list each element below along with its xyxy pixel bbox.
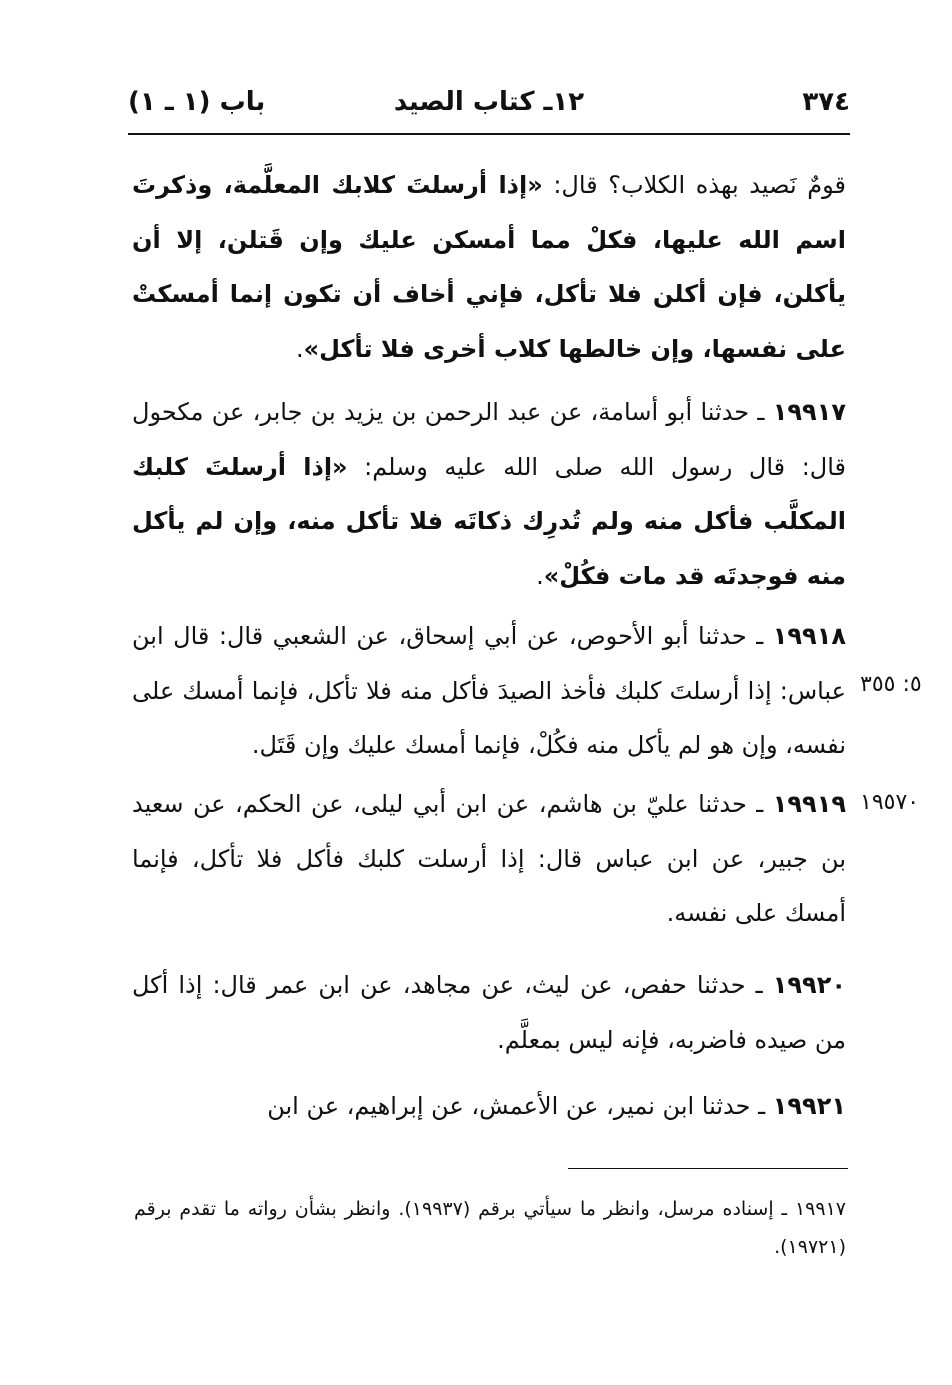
paragraph-lead: ـ حدثنا ابن نمير، عن الأعمش، عن إبراهيم، عن ابن — [267, 1092, 773, 1120]
hadith-number: ١٩٩٢٠ — [772, 971, 846, 999]
hadith-19920 — [132, 958, 846, 1067]
paragraph-tail: . — [536, 561, 544, 590]
chapter-label: باب (١ ـ ١) — [128, 87, 266, 117]
paragraph-lead: قومٌ نَصيد بهذه الكلاب؟ قال: — [542, 171, 846, 199]
hadith-19919 — [132, 777, 846, 941]
page-number: ٣٧٤ — [802, 87, 850, 117]
hadith-number: ١٩٩١٨ — [772, 622, 846, 650]
book-title: ١٢ـ كتاب الصيد — [393, 87, 585, 117]
page-header — [128, 82, 850, 122]
hadith-19921 — [132, 1079, 846, 1134]
hadith-number: ١٩٩١٧ — [772, 398, 846, 426]
paragraph-lead: ـ حدثنا أبو الأحوص، عن أبي إسحاق، عن الشعبي قال: قال ابن عباس: إذا أرسلتَ كلبك فأخذ الصيدَ فأكل منه فلا تأكل، فإنما أمسك على نفسه، وإن هو لم يأكل منه فكُلْ، فإنما أمسك عليك وإن قَتَل. — [132, 622, 846, 759]
paragraph-quote: «إذا أرسلتَ كلبك المكلَّب فأكل منه ولم تُدرِك ذكاتَه فلا تأكل منه، وإن لم يأكل منه فوجدتَه قد مات فكُلْ» — [132, 452, 846, 590]
paragraph-lead: ـ حدثنا عليّ بن هاشم، عن ابن أبي ليلى، عن الحكم، عن سعيد بن جبير، عن ابن عباس قال: إذا أرسلت كلبك فأكل فلا تأكل، فإنما أمسك على نفسه. — [132, 790, 846, 927]
paragraph-lead: ـ حدثنا أبو أسامة، عن عبد الرحمن بن يزيد بن جابر، عن مكحول قال: قال رسول الله صلى الله عليه وسلم: — [132, 398, 847, 481]
paragraph-tail: . — [295, 334, 304, 363]
paragraph-continuation — [132, 158, 846, 376]
paragraph-quote: «إذا أرسلتَ كلابك المعلَّمة، وذكرتَ اسم الله عليها، فكلْ مما أمسكن عليك وإن قَتلن، إلا أن يأكلن، فإن أكلن فلا تأكل، فإني أخاف أن تكون إنما أمسكتْ على نفسها، وإن خالطها كلاب أخرى فلا تأكل» — [132, 171, 846, 363]
hadith-number: ١٩٩١٩ — [772, 790, 846, 818]
hadith-number: ١٩٩٢١ — [772, 1092, 846, 1120]
header-rule — [128, 133, 850, 135]
hadith-19917 — [132, 385, 846, 603]
footnote: ١٩٩١٧ ـ إسناده مرسل، وانظر ما سيأتي برقم (١٩٩٣٧). وانظر بشأن رواته ما تقدم برقم (١٩٧٢١). — [134, 1198, 846, 1258]
paragraph-lead: ـ حدثنا حفص، عن ليث، عن مجاهد، عن ابن عمر قال: إذا أكل من صيده فاضربه، فإنه ليس بمعلَّم. — [132, 971, 846, 1054]
footnote-rule — [568, 1168, 848, 1169]
margin-reference: ١٩٥٧٠ — [860, 790, 920, 815]
margin-reference: ٥: ٣٥٥ — [860, 672, 922, 697]
hadith-19918 — [132, 609, 846, 773]
